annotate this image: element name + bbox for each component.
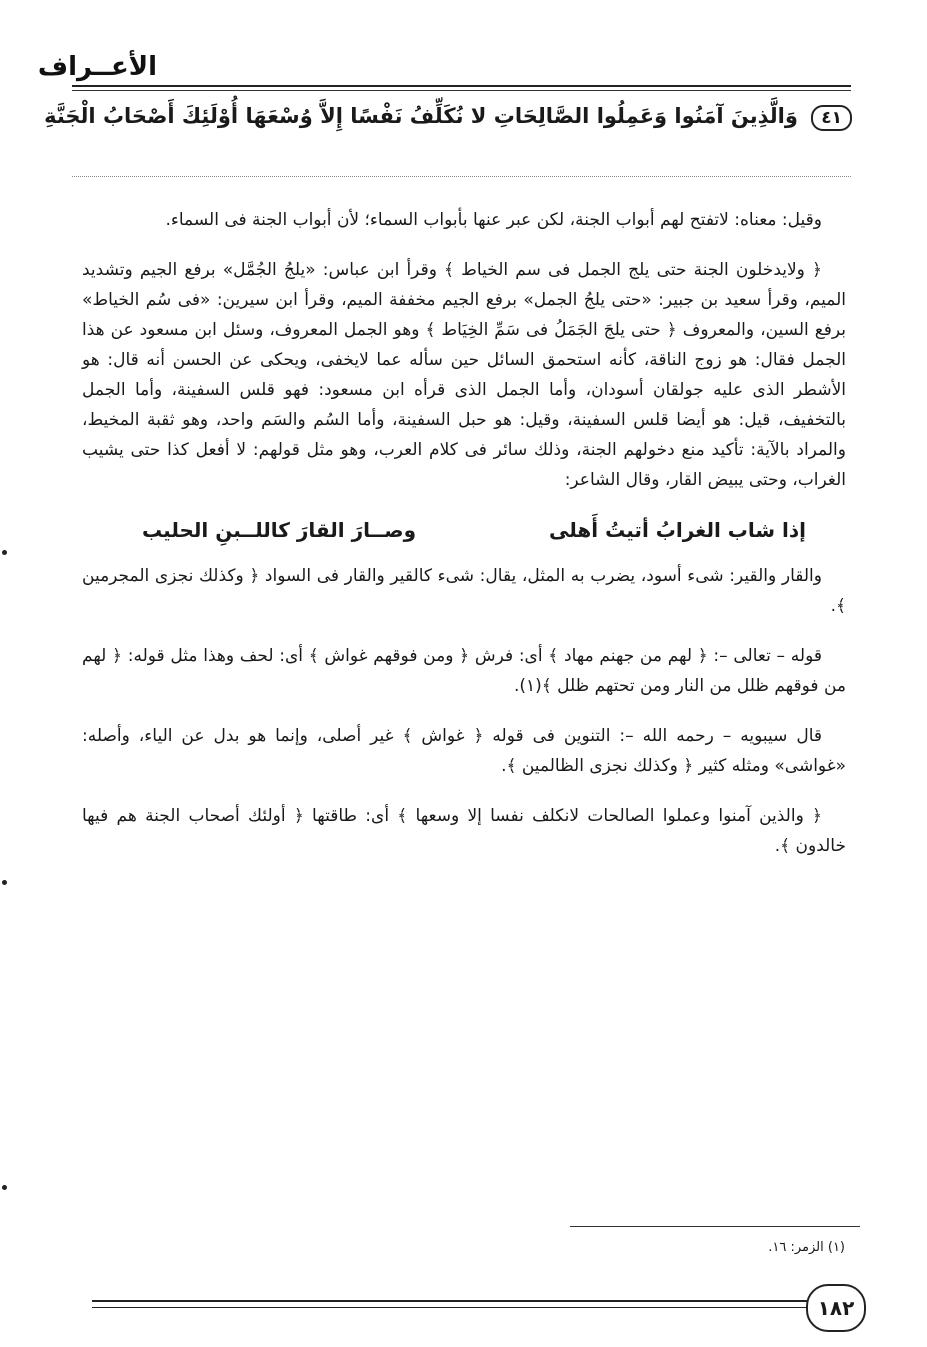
- header-rule: [72, 85, 851, 87]
- paragraph: والقار والقير: شىء أسود، يضرب به المثل، يقال: شىء كالقير والقار فى السواد ﴿ وكذلك نجزى المجرمين ﴾.: [82, 566, 846, 616]
- surah-title: الأعــراف: [37, 52, 157, 82]
- commentary-body: [82, 205, 846, 881]
- margin-mark: [2, 1185, 7, 1190]
- footer-rule: [92, 1300, 812, 1314]
- paragraph: ﴿ ولايدخلون الجنة حتى يلج الجمل فى سم الخياط ﴾ وقرأ ابن عباس: «يلجُ الجُمَّل» برفع الجيم وتشديد الميم، وقرأ سعيد بن جبير: «حتى يلجُ الجمل» برفع الجيم مخففة الميم، وقرأ ابن سيرين: «فى سُم الخياط» برفع السين، والمعروف ﴿ حتى يلجَ الجَمَلُ فى سَمِّ الخِيَاط ﴾ وهو الجمل المعروف، وسئل ابن مسعود عن هذا الجمل فقال: هو زوج الناقة، كأنه استحمق السائل حين سأله عما لايخفى، ويحكى عن الحسن أنه قال: هو الأشطر الذى عليه جولقان أسودان، وأما الجمل الذى قرأه ابن مسعود: فهو قلس السفينة، وأما الجمل بالتخفيف، قيل: هو أيضا قلس السفينة، وقيل: هو حبل السفينة، وأما السُم والسَم واحد، وهو ثقبة المخيط، والمراد بالآية: تأكيد منع دخولهم الجنة، وذلك سائر فى كلام العرب، وهو مثل قولهم: لا أفعل كذا حتى يشيب الغراب، وحتى يبيض القار، وقال الشاعر:: [82, 260, 846, 490]
- footnote-rule: [570, 1226, 860, 1227]
- verse-header: [44, 104, 852, 131]
- verse-text: وَالَّذِينَ آمَنُوا وَعَمِلُوا الصَّالِحَاتِ لا نُكَلِّفُ نَفْسًا إِلاَّ وُسْعَهَا أُوْلَئِكَ أَصْحَابُ الْجَنَّةِ: [44, 104, 798, 128]
- paragraph: قوله – تعالى –: ﴿ لهم من جهنم مهاد ﴾ أى: فرش ﴿ ومن فوقهم غواش ﴾ أى: لحف وهذا مثل قوله: ﴿ لهم من فوقهم ظلل من النار ومن تحتهم ظلل ﴾(١).: [82, 646, 846, 696]
- poem-second-hemistich: وصــارَ القارَ كاللــبنِ الحليب: [142, 518, 417, 542]
- verse-separator: [72, 176, 851, 177]
- poem-verse: [142, 515, 806, 545]
- verse-number-badge: ٤١: [811, 105, 852, 131]
- paragraph: ﴿ والذين آمنوا وعملوا الصالحات لانكلف نفسا إلا وسعها ﴾ أى: طاقتها ﴿ أولئك أصحاب الجنة هم فيها خالدون ﴾.: [82, 806, 846, 856]
- paragraph: قال سيبويه – رحمه الله –: التنوين فى قوله ﴿ غواش ﴾ غير أصلى، وإنما هو بدل عن الياء، وأصله: «غواشى» ومثله كثير ﴿ وكذلك نجزى الظالمين ﴾.: [82, 726, 846, 776]
- poem-first-hemistich: إذا شاب الغرابُ أتيتُ أَهلى: [549, 518, 806, 542]
- header-rule-thin: [72, 90, 851, 91]
- margin-mark: [2, 550, 7, 555]
- page-number: ١٨٢: [806, 1284, 866, 1332]
- footnote: (١) الزمر: ١٦.: [768, 1240, 845, 1255]
- margin-mark: [2, 880, 7, 885]
- paragraph: وقيل: معناه: لاتفتح لهم أبواب الجنة، لكن عبر عنها بأبواب السماء؛ لأن أبواب الجنة فى السماء.: [165, 210, 822, 230]
